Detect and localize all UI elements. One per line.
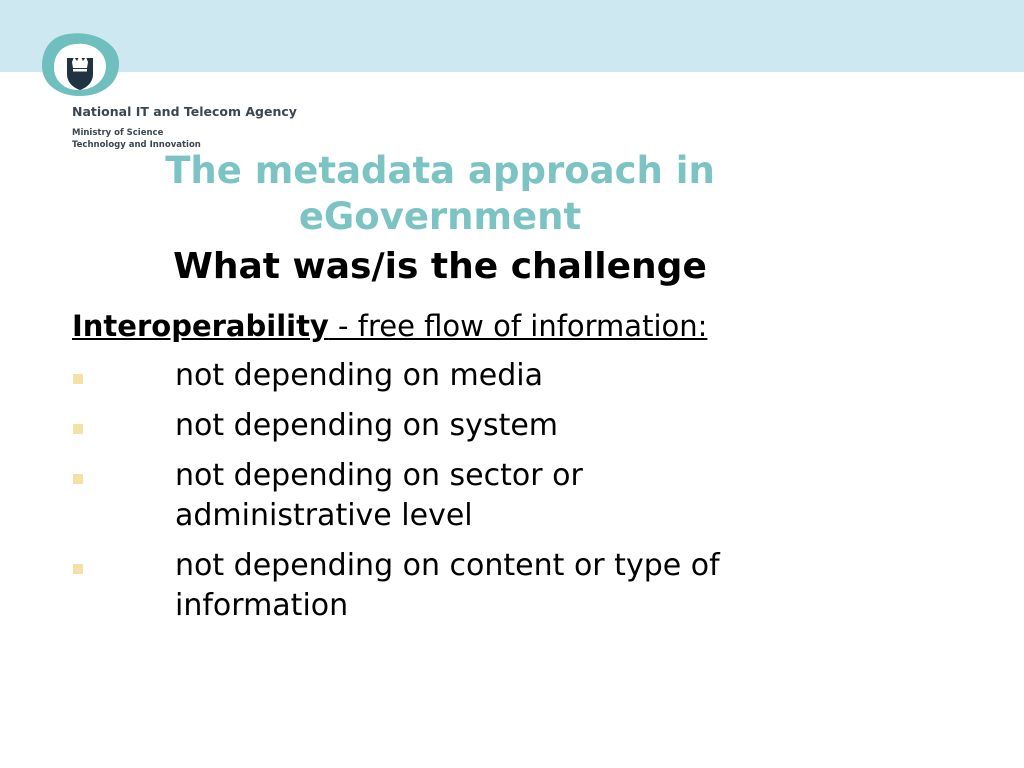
slide-subtitle: What was/is the challenge (173, 246, 707, 287)
intro-line (72, 306, 707, 346)
square-bullet-icon (73, 564, 83, 574)
intro-rest: - free flow of information: (328, 309, 708, 343)
bullet-item (72, 406, 852, 446)
square-bullet-icon (73, 474, 83, 484)
bullet-text: not depending on media (175, 358, 543, 393)
agency-name: National IT and Telecom Agency (72, 104, 297, 119)
bullet-item (72, 356, 852, 396)
square-bullet-icon (73, 374, 83, 384)
bullet-text-continuation: information (175, 588, 349, 623)
bullet-item (72, 546, 852, 626)
slide-title (110, 148, 770, 240)
bullet-item (72, 456, 852, 536)
bullet-list (72, 356, 852, 636)
ministry-line-2: Technology and Innovation (72, 140, 201, 150)
header-band (0, 0, 1024, 72)
intro-keyword: Interoperability (72, 309, 329, 343)
square-bullet-icon (73, 424, 83, 434)
crown-shield-logo-icon (40, 32, 120, 98)
bullet-text: not depending on system (175, 408, 559, 443)
slide-title-line-1: The metadata approach in (165, 149, 715, 192)
bullet-text-continuation: administrative level (175, 498, 473, 533)
ministry-line-1: Ministry of Science (72, 128, 164, 138)
bullet-text: not depending on sector or (175, 458, 583, 493)
bullet-text: not depending on content or type of (175, 548, 720, 583)
slide-title-line-2: eGovernment (298, 195, 582, 238)
